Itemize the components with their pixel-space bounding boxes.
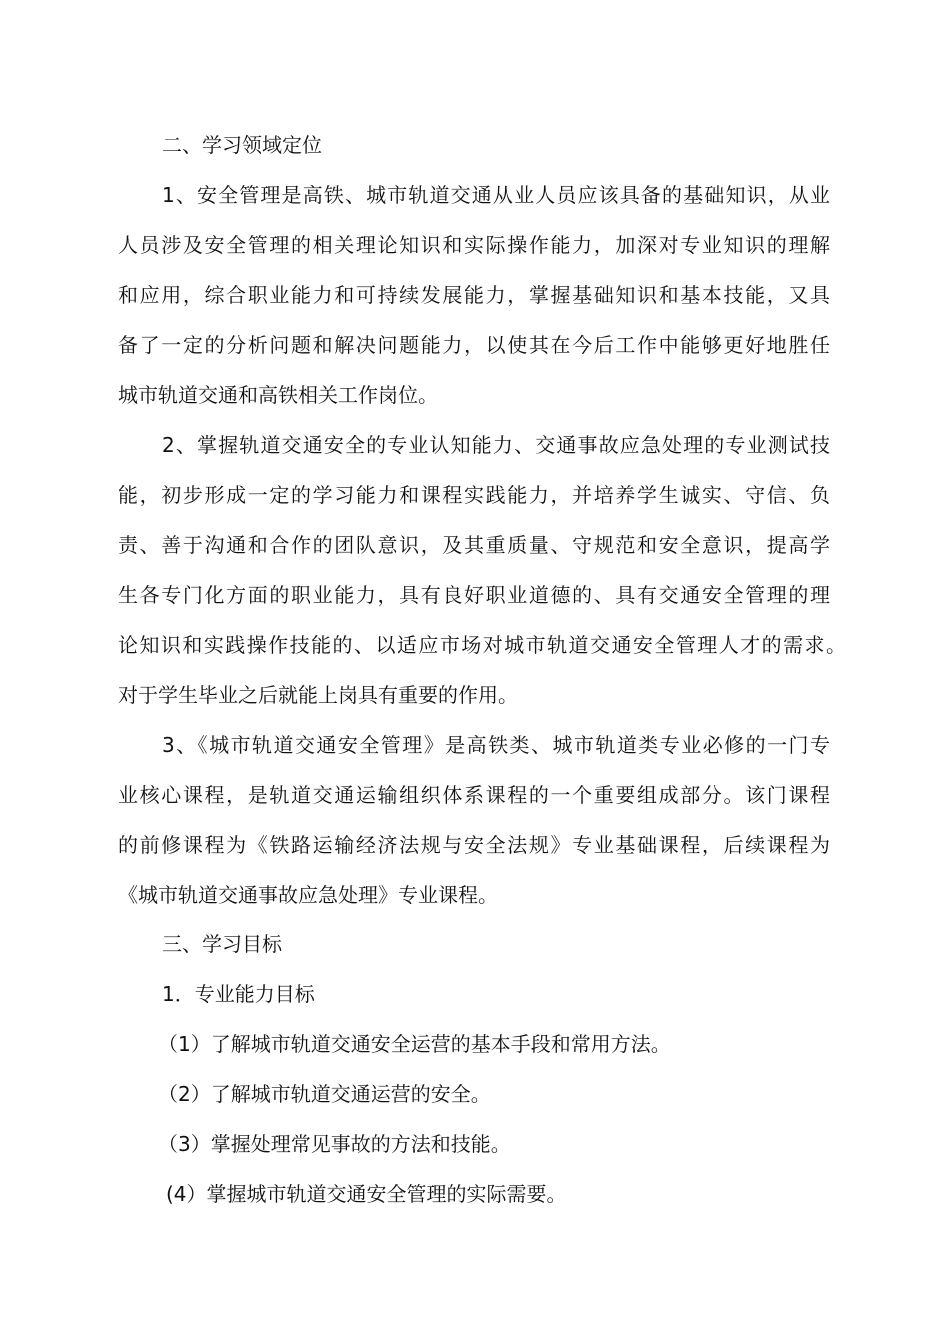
paragraph-2-line-2: 能，初步形成一定的学习能力和课程实践能力，并培养学生诚实、守信、负 — [118, 483, 830, 507]
paragraph-2-line-1: 2、掌握轨道交通安全的专业认知能力、交通事故应急处理的专业测试技 — [162, 433, 830, 457]
list-item: (4）掌握城市轨道交通安全管理的实际需要。 — [166, 1182, 567, 1206]
paragraph-1-line-5: 城市轨道交通和高铁相关工作岗位。 — [118, 383, 438, 407]
paragraph-3-line-3: 的前修课程为《铁路运输经济法规与安全法规》专业基础课程，后续课程为 — [118, 833, 830, 857]
list-item: （1）了解城市轨道交通安全运营的基本手段和常用方法。 — [158, 1032, 671, 1056]
paragraph-1-line-4: 备了一定的分析问题和解决问题能力，以使其在今后工作中能够更好地胜任 — [118, 333, 830, 357]
paragraph-2-line-6: 对于学生毕业之后就能上岗具有重要的作用。 — [118, 683, 518, 707]
section-heading-2: 二、学习领域定位 — [162, 133, 322, 157]
paragraph-1-line-3: 和应用，综合职业能力和可持续发展能力，掌握基础知识和基本技能，又具 — [118, 283, 830, 307]
subheading-professional-ability: 1．专业能力目标 — [162, 982, 315, 1006]
list-item: （3）掌握处理常见事故的方法和技能。 — [158, 1132, 511, 1156]
section-heading-3: 三、学习目标 — [162, 932, 282, 956]
paragraph-2-line-5: 论知识和实践操作技能的、以适应市场对城市轨道交通安全管理人才的需求。 — [118, 633, 846, 657]
paragraph-3-line-2: 业核心课程，是轨道交通运输组织体系课程的一个重要组成部分。该门课程 — [118, 783, 830, 807]
paragraph-3-line-1: 3、《城市轨道交通安全管理》是高铁类、城市轨道类专业必修的一门专 — [162, 733, 830, 757]
paragraph-2-line-4: 生各专门化方面的职业能力，具有良好职业道德的、具有交通安全管理的理 — [118, 583, 830, 607]
paragraph-2-line-3: 责、善于沟通和合作的团队意识，及其重质量、守规范和安全意识，提高学 — [118, 533, 830, 557]
paragraph-3-line-4: 《城市轨道交通事故应急处理》专业课程。 — [118, 883, 498, 907]
paragraph-1-line-2: 人员涉及安全管理的相关理论知识和实际操作能力，加深对专业知识的理解 — [118, 233, 830, 257]
list-item: （2）了解城市轨道交通运营的安全。 — [158, 1082, 491, 1106]
paragraph-1-line-1: 1、安全管理是高铁、城市轨道交通从业人员应该具备的基础知识，从业 — [162, 183, 830, 207]
